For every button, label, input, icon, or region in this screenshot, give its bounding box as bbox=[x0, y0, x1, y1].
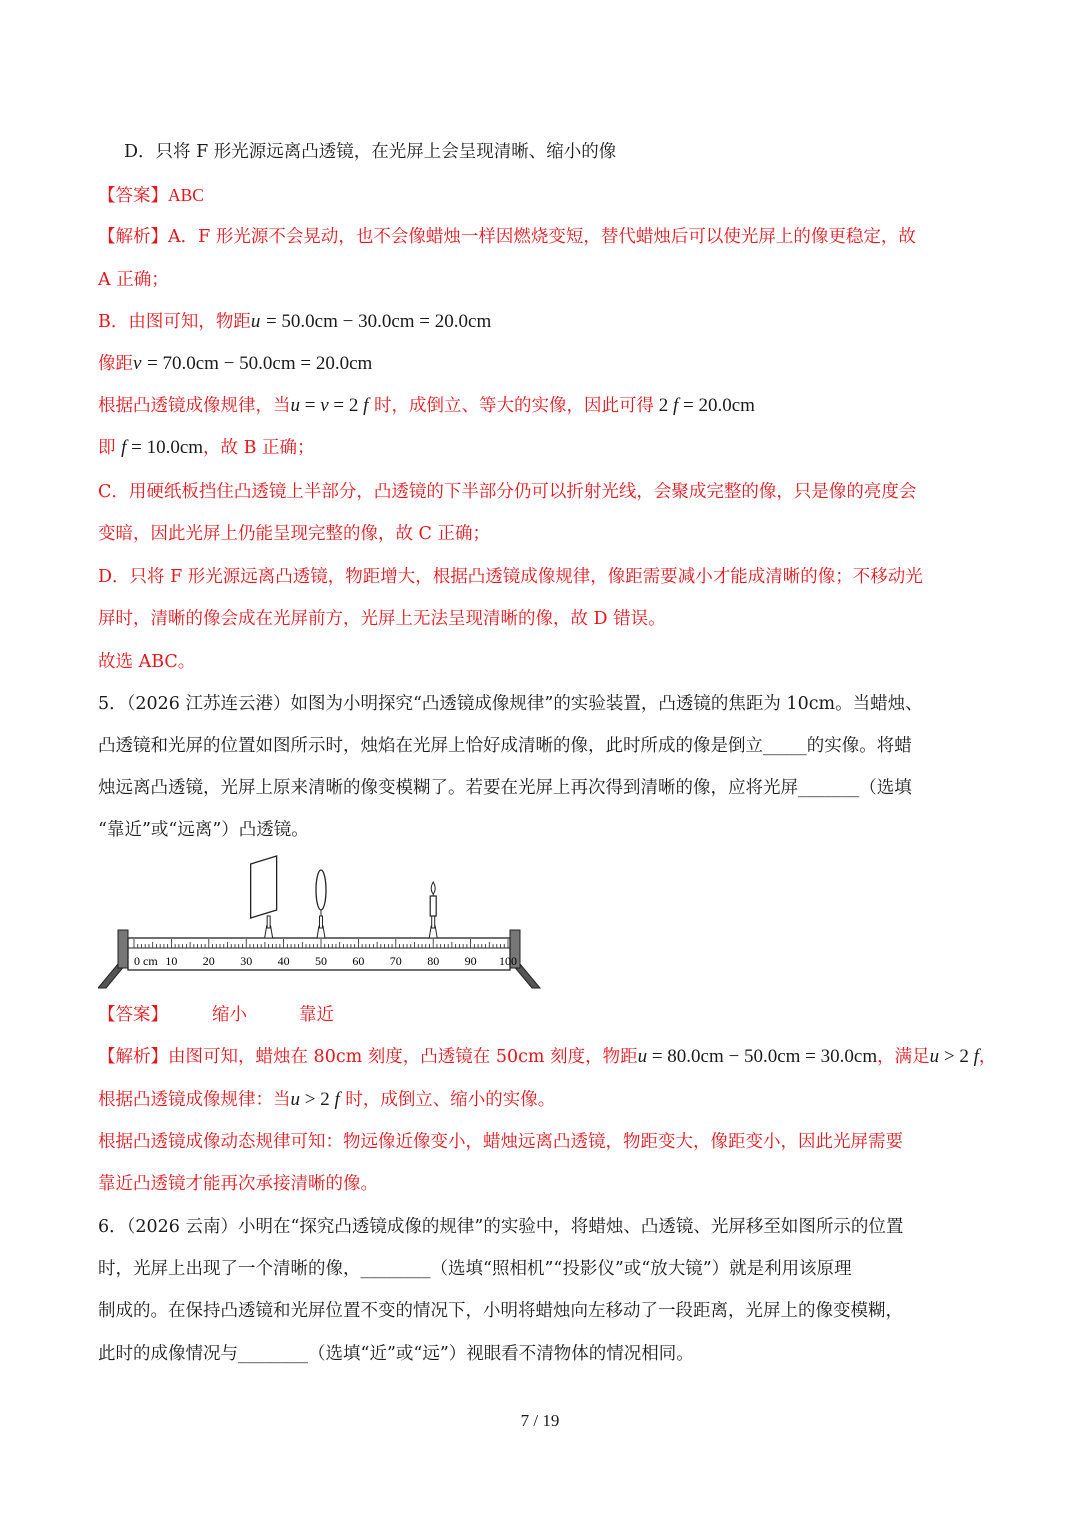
q5-analysis-1c: ， bbox=[978, 1047, 997, 1067]
q5-line2 bbox=[98, 734, 912, 758]
q5-answer-line bbox=[98, 1003, 334, 1027]
q5-blank-1: _____ bbox=[763, 736, 807, 756]
scale-label: 40 bbox=[277, 954, 290, 968]
analysis-f-math: f = 10.0cm bbox=[121, 437, 204, 458]
scale-label: 10 bbox=[165, 954, 178, 968]
q5-analysis-1-math2: u > 2 f bbox=[929, 1046, 979, 1067]
candle-flame bbox=[431, 882, 435, 894]
bench-objects bbox=[251, 856, 438, 938]
q5-analysis-4: 靠近凸透镜才能再次承接清晰的像。 bbox=[98, 1174, 378, 1194]
analysis-c1: C．用硬纸板挡住凸透镜上半部分，凸透镜的下半部分仍可以折射光线，会聚成完整的像，只是像的亮度会 bbox=[98, 482, 917, 502]
q5-analysis-1b: ，满足 bbox=[877, 1047, 930, 1067]
q6-line4b: （选填“近”或“远”）视眼看不清物体的情况相同。 bbox=[308, 1344, 694, 1364]
screen-holder-stem bbox=[267, 916, 270, 928]
q5-answer-1: 缩小 bbox=[212, 1005, 247, 1025]
q5-line2a: 凸透镜和光屏的位置如图所示时，烛焰在光屏上恰好成清晰的像，此时所成的像是倒立 bbox=[98, 736, 763, 756]
q5-answer-label: 【答案】 bbox=[98, 1005, 168, 1025]
q5-line3a: 烛远离凸透镜，光屏上原来清晰的像变模糊了。若要在光屏上再次得到清晰的像，应将光屏 bbox=[98, 778, 798, 798]
analysis-rule-prefix: 根据凸透镜成像规律，当 bbox=[98, 396, 291, 416]
page-number: 7 / 19 bbox=[520, 1411, 560, 1430]
q6-blank-2: ________ bbox=[238, 1344, 308, 1364]
q5-analysis-1a: 由图可知，蜡烛在 80cm 刻度，凸透镜在 50cm 刻度，物距 bbox=[168, 1047, 638, 1067]
answer-value: ABC bbox=[168, 185, 204, 205]
q5-line3 bbox=[98, 776, 912, 800]
scale-label: 90 bbox=[464, 954, 477, 968]
scale-label: 0 cm bbox=[134, 954, 158, 968]
answer-line bbox=[98, 183, 204, 208]
analysis-a2: A 正确； bbox=[98, 270, 169, 290]
q5-analysis-label: 【解析】 bbox=[98, 1047, 168, 1067]
scale-label: 30 bbox=[240, 954, 253, 968]
analysis-a1 bbox=[98, 225, 916, 249]
analysis-b bbox=[98, 310, 491, 334]
q6-line2b: （选填“照相机”“投影仪”或“放大镜”）就是利用该原理 bbox=[430, 1259, 852, 1279]
q6-line3: 制成的。在保持凸透镜和光屏位置不变的情况下，小明将蜡烛向左移动了一段距离，光屏上的像变模糊， bbox=[98, 1301, 903, 1321]
lens-holder-stem bbox=[320, 916, 323, 928]
analysis-rule-eq2: 2 f = 20.0cm bbox=[653, 395, 755, 416]
candle bbox=[430, 896, 436, 916]
analysis-rule-mid: 时，成倒立、等大的实像，因此可得 bbox=[368, 396, 654, 416]
q5-line1: 5．（2026 江苏连云港）如图为小明探究“凸透镜成像规律”的实验装置，凸透镜的焦距为 10cm。当蜡烛、 bbox=[98, 694, 923, 714]
analysis-image-prefix: 像距 bbox=[98, 354, 133, 374]
analysis-a1-text: A．F 形光源不会晃动，也不会像蜡烛一样因燃烧变短，替代蜡烛后可以使光屏上的像更稳定，故 bbox=[168, 227, 916, 247]
q5-analysis-1 bbox=[98, 1045, 996, 1069]
scale-label: 70 bbox=[389, 954, 402, 968]
analysis-f-prefix: 即 bbox=[98, 438, 116, 458]
q5-line2b: 的实像。将蜡 bbox=[806, 736, 912, 756]
light-screen bbox=[251, 856, 277, 918]
q5-analysis-1-math: u = 80.0cm − 50.0cm = 30.0cm bbox=[637, 1046, 878, 1067]
convex-lens bbox=[316, 870, 326, 910]
q5-answer-2: 靠近 bbox=[299, 1005, 334, 1025]
q6-blank-1: ________ bbox=[360, 1259, 431, 1279]
q5-analysis-2a: 根据凸透镜成像规律：当 bbox=[98, 1090, 291, 1110]
option-d: D．只将 F 形光源远离凸透镜，在光屏上会呈现清晰、缩小的像 bbox=[124, 142, 617, 162]
analysis-image-distance bbox=[98, 352, 372, 376]
scale-label: 100 bbox=[499, 954, 517, 968]
analysis-d1: D．只将 F 形光源远离凸透镜，物距增大，根据凸透镜成像规律，像距需要减小才能成清晰的像；不移动光 bbox=[98, 567, 923, 587]
q6-line2a: 时，光屏上出现了一个清晰的像， bbox=[98, 1259, 361, 1279]
var-u: u bbox=[250, 311, 261, 332]
q5-line4: “靠近”或“远离”）凸透镜。 bbox=[98, 820, 309, 840]
analysis-b-prefix: B．由图可知，物距 bbox=[98, 312, 251, 332]
scale-label: 20 bbox=[202, 954, 215, 968]
analysis-f-suffix: ，故 B 正确； bbox=[203, 438, 315, 458]
analysis-image-math: = 70.0cm − 50.0cm = 20.0cm bbox=[147, 353, 373, 374]
var-v: v bbox=[133, 353, 142, 374]
q5-analysis-2 bbox=[98, 1088, 555, 1112]
scale-label: 50 bbox=[315, 954, 327, 968]
q5-analysis-3: 根据凸透镜成像动态规律可知：物远像近像变小，蜡烛远离凸透镜，物距变大，像距变小，因此光屏需要 bbox=[98, 1132, 903, 1152]
q6-line1: 6．（2026 云南）小明在“探究凸透镜成像的规律”的实验中，将蜡烛、凸透镜、光屏移至如图所示的位置 bbox=[98, 1217, 904, 1237]
q5-analysis-2b: 时，成倒立、缩小的实像。 bbox=[339, 1090, 556, 1110]
q5-blank-2: _______ bbox=[798, 778, 860, 798]
analysis-rule-eq: u = v = 2 f bbox=[290, 395, 369, 416]
scale-label: 80 bbox=[427, 954, 440, 968]
scale-label: 60 bbox=[352, 954, 365, 968]
analysis-rule bbox=[98, 394, 755, 418]
left-post bbox=[118, 930, 128, 968]
q6-line2 bbox=[98, 1257, 852, 1281]
q6-line4a: 此时的成像情况与 bbox=[98, 1344, 238, 1364]
optical-bench-figure bbox=[98, 852, 548, 994]
q5-line3b: （选填 bbox=[859, 778, 912, 798]
analysis-b-math: = 50.0cm − 30.0cm = 20.0cm bbox=[265, 311, 492, 332]
q5-analysis-2-math: u > 2 f bbox=[290, 1089, 340, 1110]
candle-holder-stem bbox=[432, 916, 435, 928]
q6-line4 bbox=[98, 1342, 694, 1366]
analysis-d2: 屏时，清晰的像会成在光屏前方，光屏上无法呈现清晰的像，故 D 错误。 bbox=[98, 609, 666, 629]
analysis-c2: 变暗，因此光屏上仍能呈现完整的像，故 C 正确； bbox=[98, 524, 491, 544]
analysis-f bbox=[98, 436, 315, 460]
analysis-label: 【解析】 bbox=[98, 227, 168, 247]
conclusion: 故选 ABC。 bbox=[98, 652, 196, 672]
answer-label: 【答案】 bbox=[98, 186, 168, 206]
